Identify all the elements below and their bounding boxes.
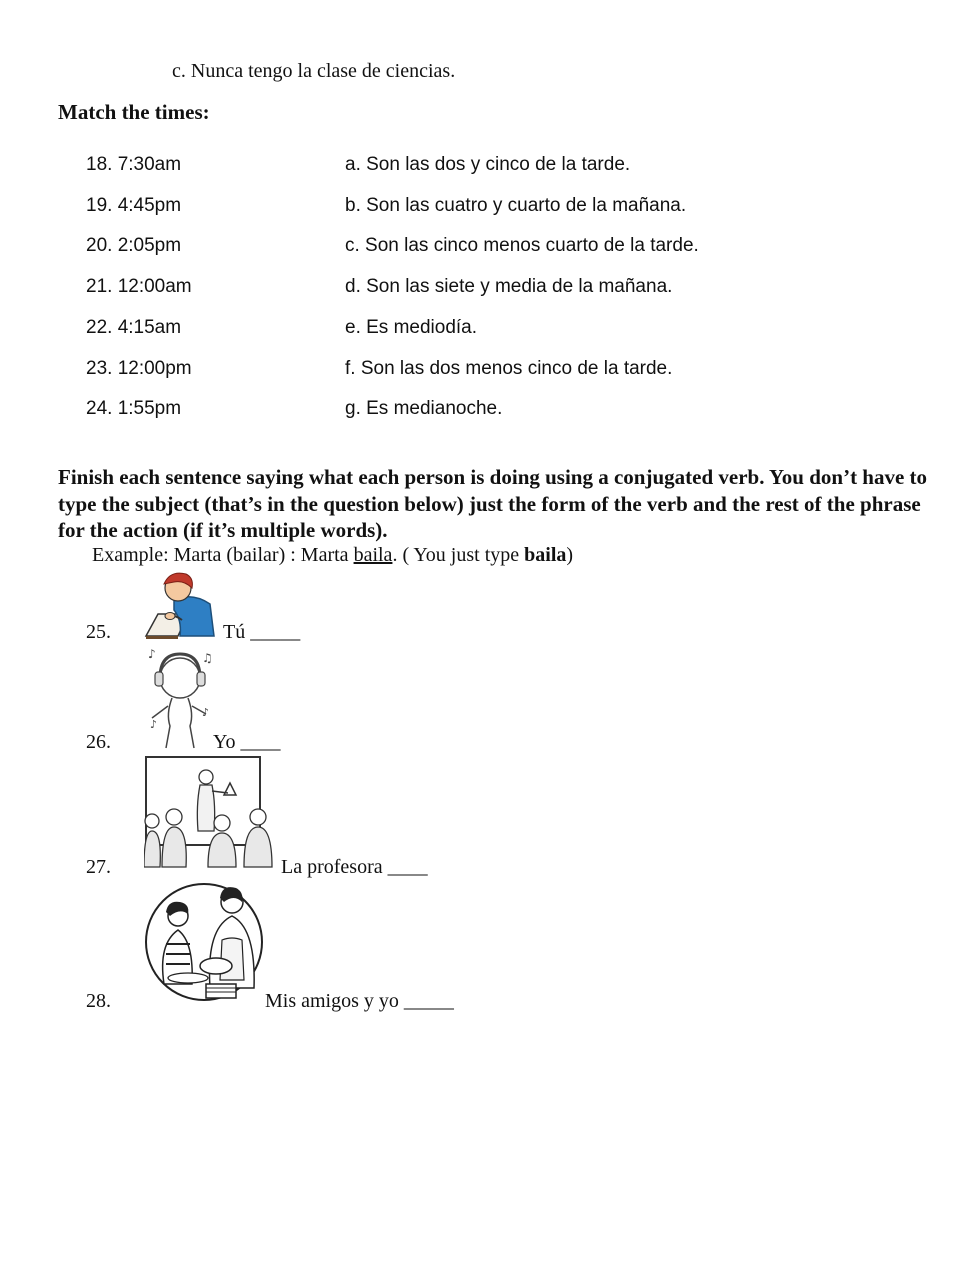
answer-item: a. Son las dos y cinco de la tarde. <box>345 154 631 175</box>
time-item: 22. 4:15am <box>86 317 182 338</box>
example-prefix: Example: Marta (bailar) : Marta <box>92 544 354 566</box>
answer-item: e. Es mediodía. <box>345 317 478 338</box>
previous-option-c: c. Nunca tengo la clase de ciencias. <box>172 60 456 82</box>
question-number: 26. <box>86 731 111 753</box>
time-item: 21. 12:00am <box>86 276 192 297</box>
answer-item: f. Son las dos menos cinco de la tarde. <box>345 358 673 379</box>
time-item: 19. 4:45pm <box>86 195 182 216</box>
question-prompt: La profesora ____ <box>281 856 428 878</box>
question-prompt: Yo ____ <box>213 731 281 753</box>
svg-text:♪: ♪ <box>148 647 156 661</box>
answer-item: g. Es medianoche. <box>345 398 503 419</box>
example-bold: baila <box>524 544 567 566</box>
student-writing-icon <box>144 570 218 640</box>
question-number: 27. <box>86 856 111 878</box>
example-underlined: baila <box>353 544 393 566</box>
time-item: 23. 12:00pm <box>86 358 192 379</box>
svg-text:♪: ♪ <box>202 706 210 719</box>
question-number: 25. <box>86 621 111 643</box>
time-item: 20. 2:05pm <box>86 235 182 256</box>
finish-instructions: Finish each sentence saying what each person is doing using a conjugated verb. You don’t have to type the subject (that’s in the question below) just the form of the verb and the rest of the phrase for the action (if it’s multiple words). <box>58 465 928 542</box>
svg-text:♪: ♪ <box>150 718 158 731</box>
friends-cooking-icon <box>144 880 266 1010</box>
svg-text:♫: ♫ <box>202 651 213 665</box>
teacher-board-icon <box>144 755 276 869</box>
listening-music-icon <box>144 644 214 752</box>
time-item: 18. 7:30am <box>86 154 182 175</box>
example-line <box>92 544 573 567</box>
answer-item: b. Son las cuatro y cuarto de la mañana. <box>345 195 687 216</box>
question-prompt: Mis amigos y yo _____ <box>265 990 454 1012</box>
example-middle: . ( You just type <box>392 544 525 566</box>
example-suffix: ) <box>566 544 574 566</box>
question-prompt: Tú _____ <box>223 621 301 643</box>
question-number: 28. <box>86 990 111 1012</box>
answer-item: d. Son las siete y media de la mañana. <box>345 276 673 297</box>
time-item: 24. 1:55pm <box>86 398 182 419</box>
answer-item: c. Son las cinco menos cuarto de la tarde. <box>345 235 699 256</box>
match-heading: Match the times: <box>58 100 210 124</box>
